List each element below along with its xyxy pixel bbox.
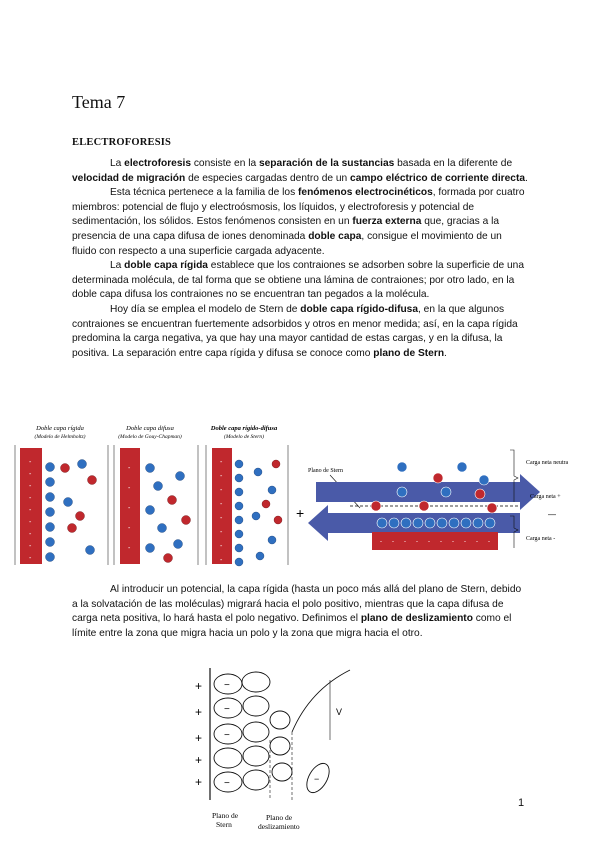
svg-text:-: -	[29, 483, 32, 490]
double-layer-figure	[10, 420, 590, 570]
svg-text:-: -	[29, 495, 32, 502]
svg-text:-: -	[128, 485, 131, 492]
svg-text:-: -	[404, 539, 406, 545]
panel1-subtitle: (Modelo de Helmholtz)	[34, 434, 86, 440]
svg-text:-: -	[29, 459, 32, 466]
svg-text:−: −	[224, 730, 230, 741]
svg-text:-: -	[392, 539, 394, 545]
svg-text:-: -	[464, 539, 466, 545]
page-number: 1	[518, 797, 525, 809]
svg-text:-: -	[380, 539, 382, 545]
svg-text:-: -	[220, 487, 223, 494]
svg-text:-: -	[476, 539, 478, 545]
svg-text:-: -	[220, 515, 223, 522]
paragraph-4: Hoy día se emplea el modelo de Stern de doble capa rígido-difusa, en la que algunos contraiones se encuentran fuertemente adsorbidos y otros en menor medida; así, en la capa rígida predomina la carga negativa, ya que hay una mayor cantidad de estas cargas, y en la difusa, la positiva. La separación entre capa rígida y difusa se conoce como plano de Stern.	[72, 303, 518, 359]
carga-neta-pos-label: Carga neta +	[530, 494, 561, 500]
svg-text:−: −	[224, 680, 230, 691]
svg-text:-: -	[440, 539, 442, 545]
plus-charges	[195, 679, 202, 789]
panel2-gouy-chapman	[114, 445, 198, 565]
svg-text:-: -	[428, 539, 430, 545]
paragraph-2: Esta técnica pertenece a la familia de los fenómenos electrocinéticos, formada por cuatro miembros: potencial de flujo y electroósmosis, los líquidos, y electroforesis y potencial de sedimentación, los sólidos. Estos fenómenos consisten en un fuerza externa que, gracias a la presencia de una capa difusa de iones denominada doble capa, consigue el movimiento de un fluido con respecto a una superficie cargada adyacente.	[72, 187, 525, 257]
svg-text:-: -	[220, 557, 223, 564]
plano-stern-label-1: Plano de	[212, 811, 239, 820]
paragraph-1: La electroforesis consiste en la separación de la sustancias basada en la diferente de velocidad de migración de especies cargadas dentro de un campo eléctrico de corriente directa.	[72, 158, 528, 184]
panel3-title: Doble capa rígido-difusa	[210, 425, 278, 432]
migration-diagram	[308, 450, 569, 550]
svg-text:-: -	[29, 555, 32, 562]
svg-text:+: +	[195, 753, 203, 767]
panel1-helmholtz	[15, 445, 108, 565]
panel1-title: Doble capa rígida	[36, 425, 84, 432]
svg-text:-: -	[452, 539, 454, 545]
section-heading: ELECTROFORESIS	[72, 137, 172, 148]
plano-stern-label: Plano de Stern	[308, 468, 343, 474]
paragraph-5: Al introducir un potencial, la capa rígida (hasta un poco más allá del plano de Stern, debido a la solvatación de las moléculas) migrará hacia el polo positivo, mientras que la capa difusa de carga neta positiva, lo hará hasta el polo negativo. Definimos el plano de deslizamiento como el límite entre la zona que migra hacia un polo y la zona que migra hacia el otro.	[72, 584, 522, 639]
svg-text:-: -	[488, 539, 490, 545]
text-body-2	[72, 583, 528, 641]
svg-text:-: -	[220, 473, 223, 480]
potential-curve	[292, 670, 350, 732]
particle-surface	[372, 532, 498, 550]
plano-deslizamiento-label-1: Plano de	[266, 813, 293, 822]
panel3-subtitle: (Modelo de Stern)	[223, 434, 265, 440]
svg-text:-: -	[220, 501, 223, 508]
carga-neta-neutra-label: Carga neta neutra	[526, 460, 569, 466]
svg-text:−: −	[224, 778, 230, 789]
svg-text:−: −	[314, 774, 320, 784]
plus-sign: +	[296, 505, 305, 521]
text-body	[72, 157, 528, 361]
svg-text:-: -	[128, 545, 131, 552]
plano-stern-label-2: Stern	[216, 820, 232, 829]
svg-text:-: -	[128, 465, 131, 472]
svg-text:-: -	[29, 531, 32, 538]
panel2-title: Doble capa difusa	[126, 425, 174, 432]
svg-text:-: -	[220, 529, 223, 536]
page-title: Tema 7	[72, 92, 126, 112]
paragraph-3: La doble capa rígida establece que los contraiones se adsorben sobre la superficie de una determinada molécula, de tal forma que se obtiene una lámina de contraiones; por otro lado, en la doble capa difusa los contraiones no se encuentran tan pegados a la molécula.	[72, 260, 524, 301]
svg-text:-: -	[29, 543, 32, 550]
svg-text:+: +	[195, 775, 203, 789]
svg-text:-: -	[29, 507, 32, 514]
plano-deslizamiento-label-2: deslizamiento	[258, 822, 300, 831]
svg-text:+: +	[195, 679, 203, 693]
panel2-subtitle: (Modelo de Gouy-Chapman)	[118, 434, 182, 440]
svg-text:-: -	[220, 543, 223, 550]
carga-neta-neg-label: Carga neta -	[526, 536, 556, 542]
svg-text:-: -	[128, 525, 131, 532]
svg-text:-: -	[416, 539, 418, 545]
svg-text:+: +	[195, 705, 203, 719]
svg-text:-: -	[220, 459, 223, 466]
svg-text:+: +	[195, 731, 203, 745]
panel3-stern	[206, 445, 288, 566]
svg-text:-: -	[29, 519, 32, 526]
minus-sign: —	[548, 510, 556, 519]
svg-text:-: -	[29, 471, 32, 478]
v-label: V	[336, 707, 343, 717]
svg-text:−: −	[224, 704, 230, 715]
slipping-plane-figure	[190, 660, 380, 835]
svg-text:-: -	[128, 505, 131, 512]
